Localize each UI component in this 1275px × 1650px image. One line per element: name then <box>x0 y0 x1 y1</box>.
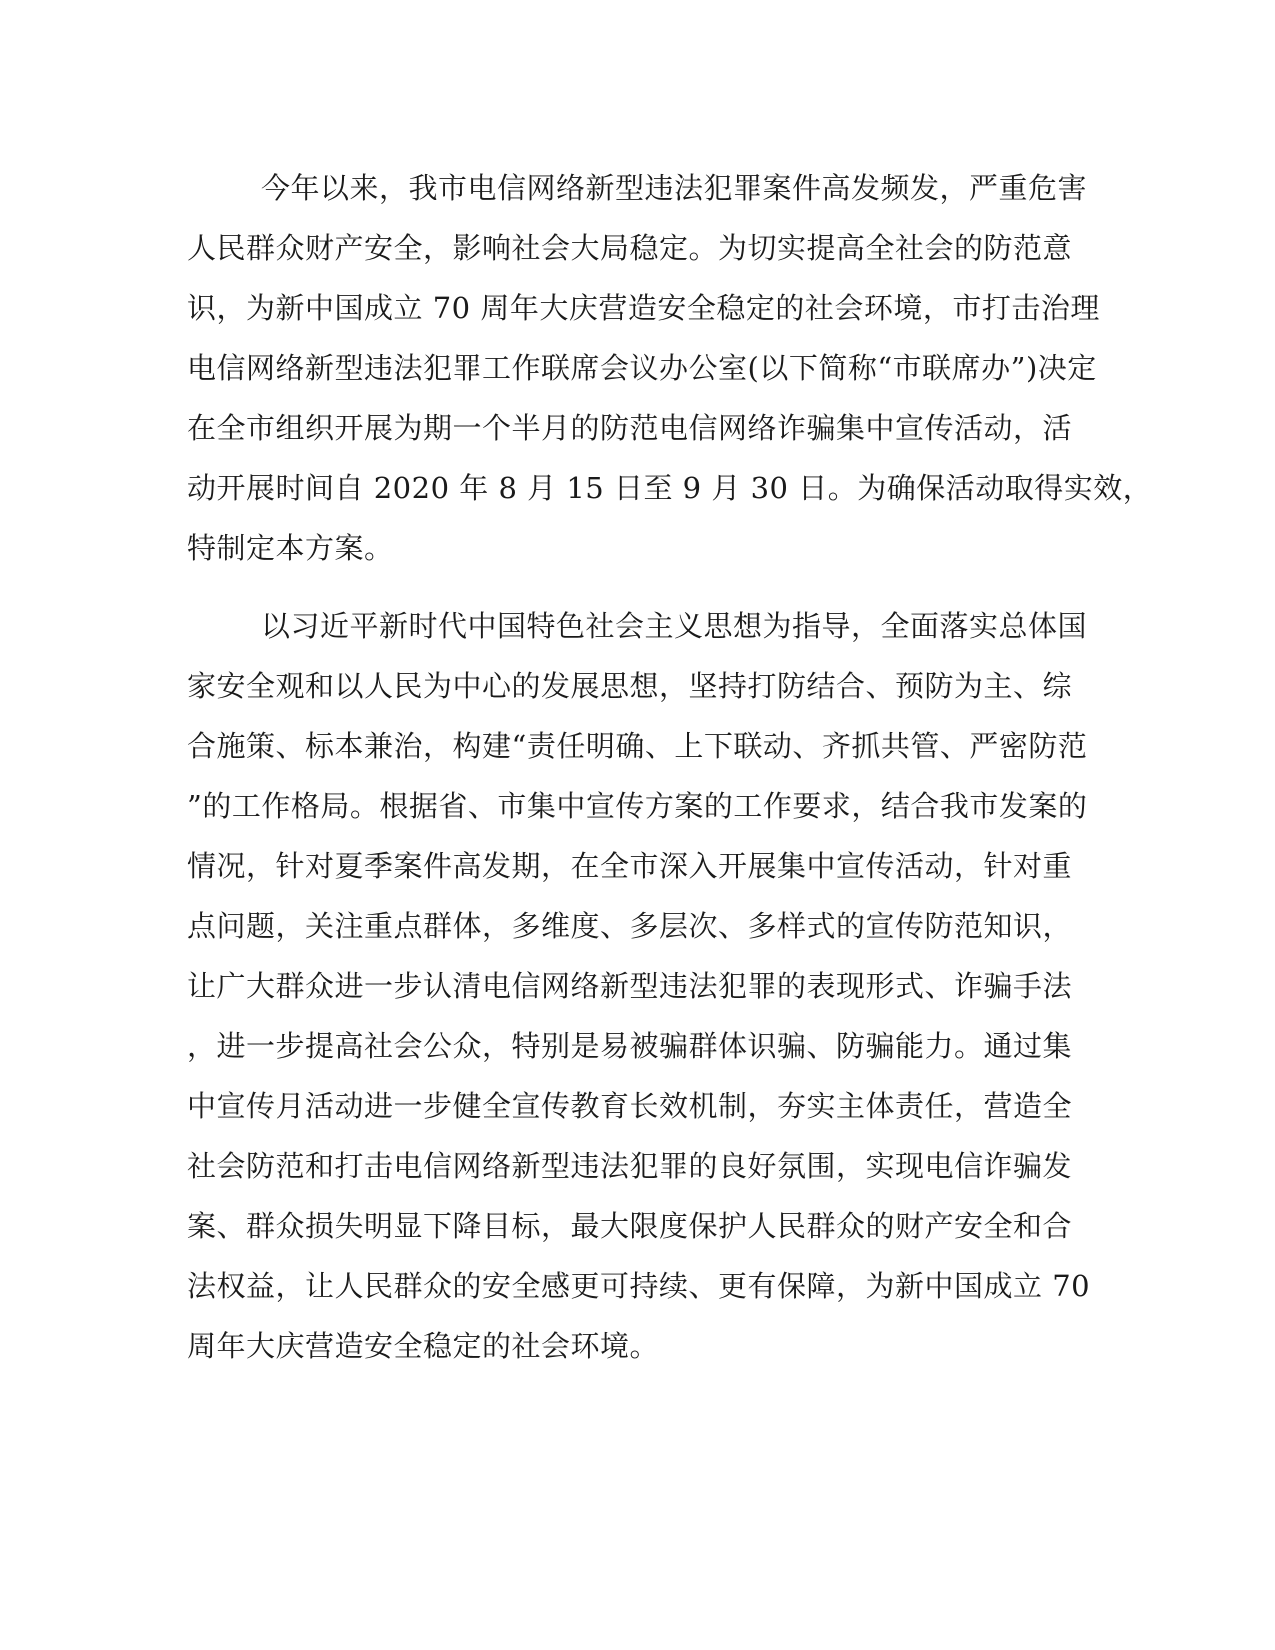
paragraph-guiding-principle <box>187 596 1091 1376</box>
paragraph-background <box>187 158 1153 578</box>
text-line: 电信网络新型违法犯罪工作联席会议办公室(以下简称“市联席办”)决定 <box>187 351 1097 385</box>
text-line: 中宣传月活动进一步健全宣传教育长效机制，夯实主体责任，营造全 <box>187 1089 1073 1123</box>
text-line: 法权益，让人民群众的安全感更可持续、更有保障，为新中国成立 70 <box>187 1269 1091 1303</box>
text-line: 合施策、标本兼治，构建“责任明确、上下联动、齐抓共管、严密防范 <box>187 729 1088 763</box>
text-line: ，进一步提高社会公众，特别是易被骗群体识骗、防骗能力。通过集 <box>187 1029 1073 1063</box>
text-line: 在全市组织开展为期一个半月的防范电信网络诈骗集中宣传活动，活 <box>187 411 1073 445</box>
text-line: 点问题，关注重点群体，多维度、多层次、多样式的宣传防范知识， <box>187 909 1073 943</box>
text-line: 以习近平新时代中国特色社会主义思想为指导，全面落实总体国 <box>261 609 1088 643</box>
text-line: 让广大群众进一步认清电信网络新型违法犯罪的表现形式、诈骗手法 <box>187 969 1073 1003</box>
text-line: 情况，针对夏季案件高发期，在全市深入开展集中宣传活动，针对重 <box>187 849 1073 883</box>
text-line: 动开展时间自 2020 年 8 月 15 日至 9 月 30 日。为确保活动取得实效， <box>187 471 1153 505</box>
text-line: 识，为新中国成立 70 周年大庆营造安全稳定的社会环境，市打击治理 <box>187 291 1100 325</box>
text-line: 周年大庆营造安全稳定的社会环境。 <box>187 1329 660 1363</box>
text-line: 人民群众财产安全，影响社会大局稳定。为切实提高全社会的防范意 <box>187 231 1073 265</box>
text-line: 家安全观和以人民为中心的发展思想，坚持打防结合、预防为主、综 <box>187 669 1073 703</box>
text-line: 特制定本方案。 <box>187 531 394 565</box>
text-line: 社会防范和打击电信网络新型违法犯罪的良好氛围，实现电信诈骗发 <box>187 1149 1073 1183</box>
text-line: 案、群众损失明显下降目标，最大限度保护人民群众的财产安全和合 <box>187 1209 1073 1243</box>
text-line: 今年以来，我市电信网络新型违法犯罪案件高发频发，严重危害 <box>261 171 1088 205</box>
text-line: ”的工作格局。根据省、市集中宣传方案的工作要求，结合我市发案的 <box>187 789 1088 823</box>
